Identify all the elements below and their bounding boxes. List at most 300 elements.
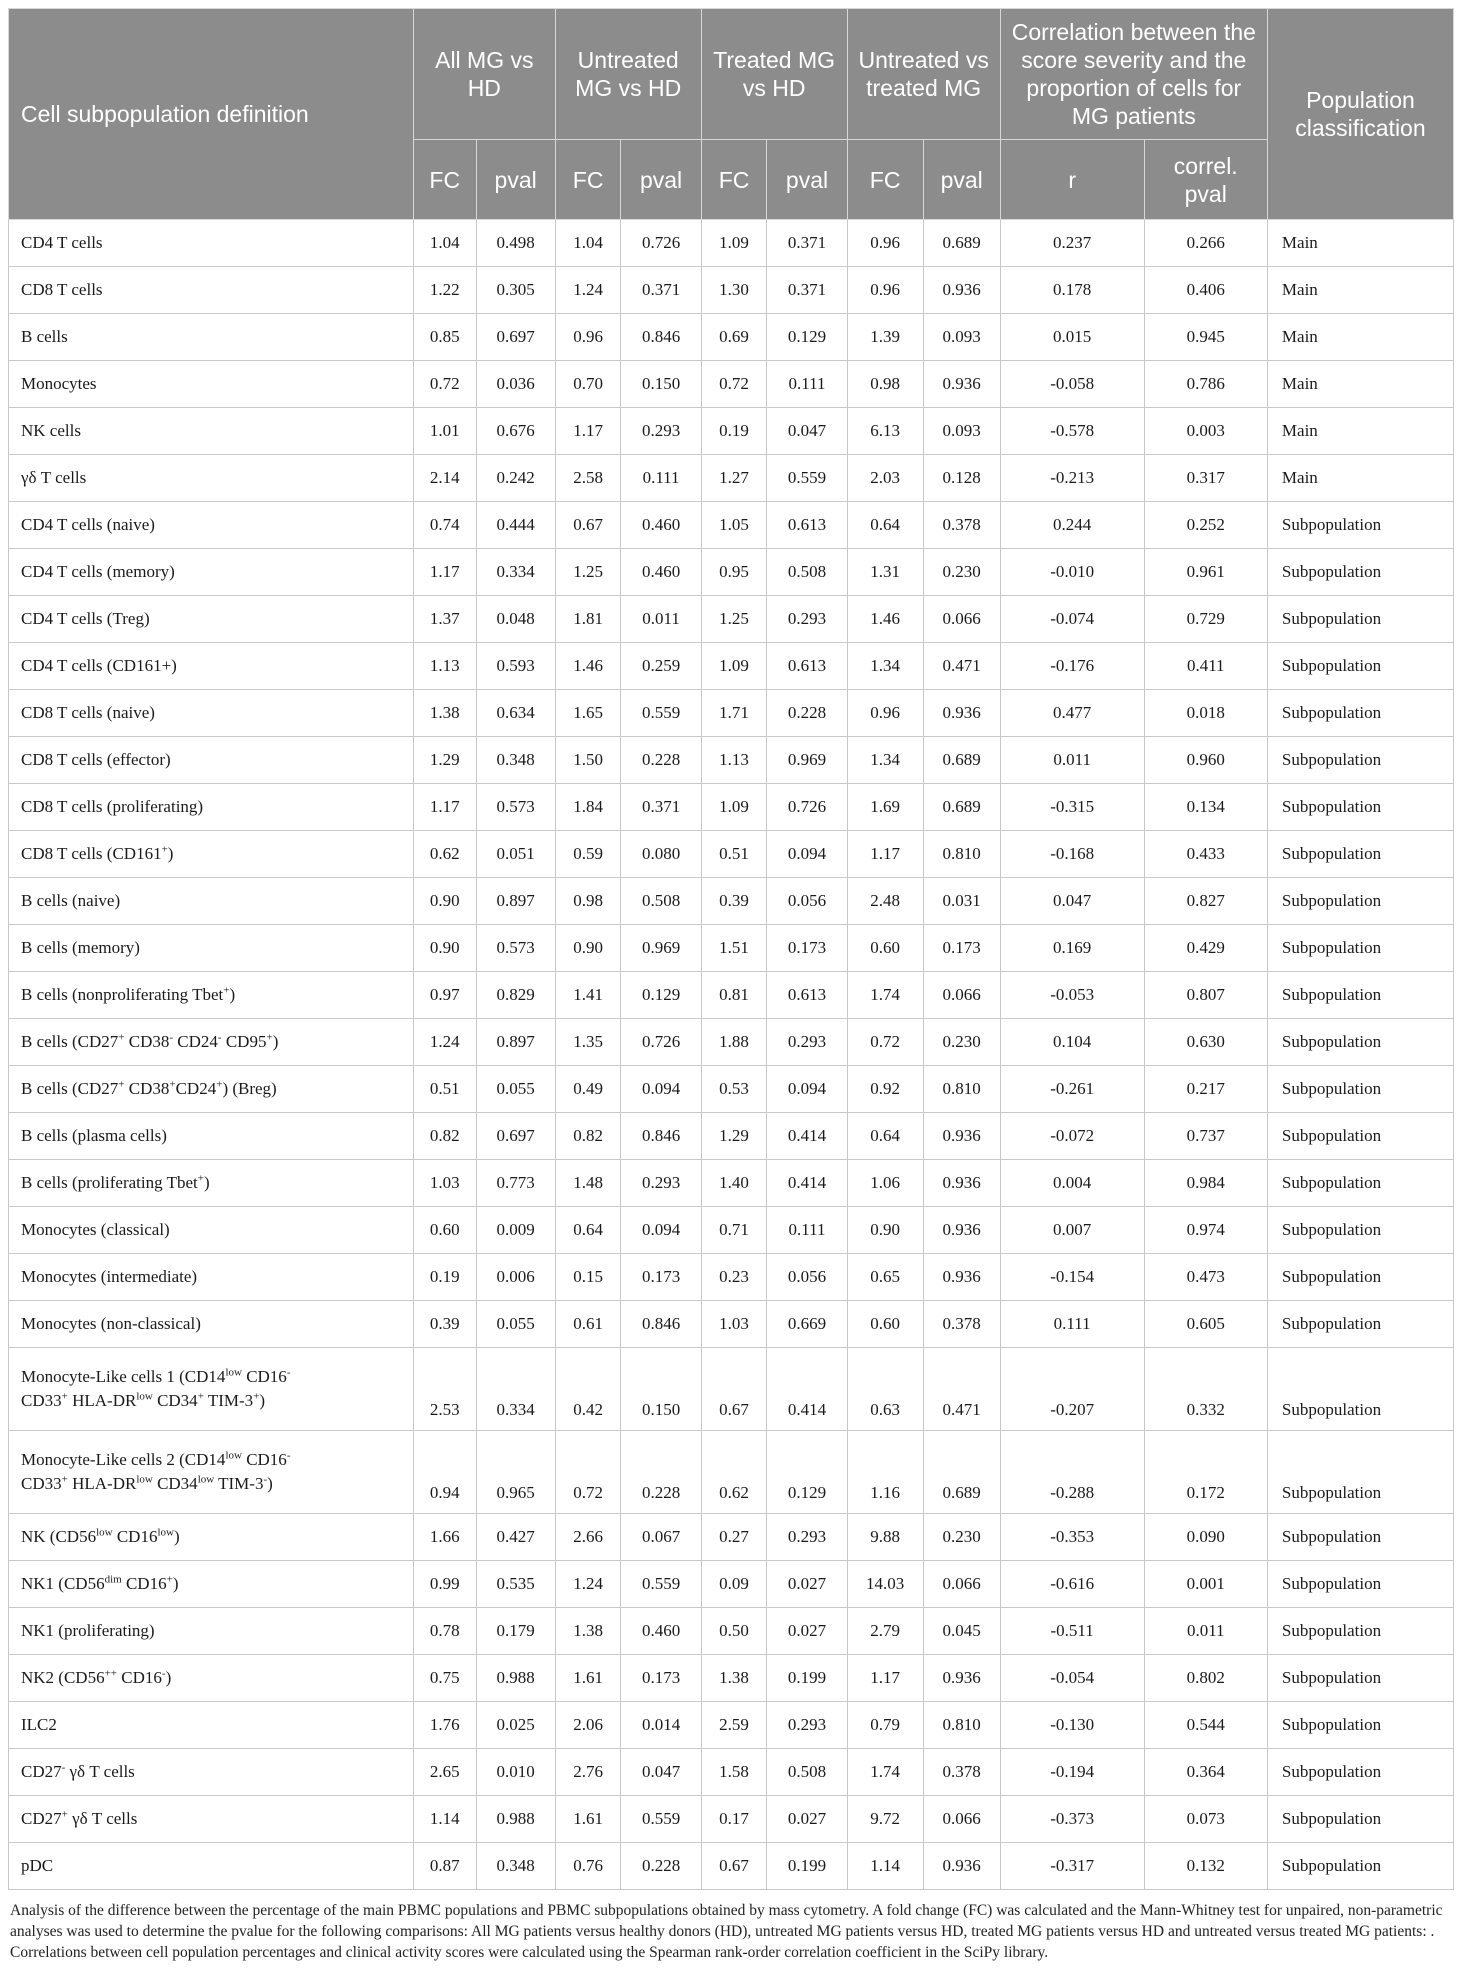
name-superscript: +	[169, 1078, 176, 1091]
header-group-correlation: Correlation between the score severity and the proportion of cells for MG patients	[1000, 9, 1267, 140]
table-row	[9, 267, 1454, 314]
cell-pval: 0.055	[476, 1301, 555, 1348]
name-text: HLA-DR	[67, 1391, 137, 1410]
name-superscript: low	[136, 1390, 153, 1403]
table-row	[9, 831, 1454, 878]
name-text: CD33	[21, 1391, 62, 1410]
cell-classification: Subpopulation	[1267, 1348, 1453, 1431]
cell-r: 0.244	[1000, 502, 1144, 549]
header-cell-classification: Population classification	[1267, 9, 1453, 220]
cell-correl-pval: 0.364	[1144, 1749, 1267, 1796]
cell-fc: 1.65	[555, 690, 621, 737]
name-text: B cells	[21, 327, 68, 346]
name-text: CD4 T cells	[21, 233, 103, 252]
cell-fc: 1.17	[413, 784, 476, 831]
cell-pval: 0.066	[923, 596, 1000, 643]
cell-fc: 1.29	[701, 1113, 767, 1160]
cell-r: -0.074	[1000, 596, 1144, 643]
cell-pval: 0.334	[476, 549, 555, 596]
cell-pval: 0.048	[476, 596, 555, 643]
cell-classification: Subpopulation	[1267, 784, 1453, 831]
name-text: CD38	[124, 1079, 170, 1098]
cell-population-name	[9, 1702, 414, 1749]
cell-pval: 0.111	[767, 1207, 847, 1254]
cell-pval: 0.293	[767, 1514, 847, 1561]
table-body	[9, 220, 1454, 1890]
cell-fc: 1.30	[701, 267, 767, 314]
name-text: )	[173, 1527, 180, 1546]
name-text: CD4 T cells (naive)	[21, 515, 155, 534]
cell-pval: 0.810	[923, 1702, 1000, 1749]
cell-fc: 0.85	[413, 314, 476, 361]
table-container	[8, 8, 1454, 1963]
cell-population-name	[9, 408, 414, 455]
cell-pval: 0.080	[621, 831, 701, 878]
name-superscript: +	[118, 1031, 125, 1044]
cell-correl-pval: 0.630	[1144, 1019, 1267, 1066]
cell-pval: 0.460	[621, 502, 701, 549]
cell-pval: 0.936	[923, 690, 1000, 737]
name-text: CD34	[152, 1391, 198, 1410]
name-text: NK (CD56	[21, 1527, 97, 1546]
cell-correl-pval: 0.802	[1144, 1655, 1267, 1702]
cell-pval: 0.697	[476, 1113, 555, 1160]
cell-pval: 0.129	[767, 1431, 847, 1514]
cell-pval: 0.573	[476, 784, 555, 831]
name-superscript: -	[217, 1031, 222, 1044]
cell-classification: Subpopulation	[1267, 972, 1453, 1019]
cell-pval: 0.689	[923, 1431, 1000, 1514]
cell-pval: 0.965	[476, 1431, 555, 1514]
cell-fc: 1.66	[413, 1514, 476, 1561]
name-superscript: +	[118, 1078, 125, 1091]
cell-pval: 0.230	[923, 1019, 1000, 1066]
name-superscript: +	[266, 1031, 273, 1044]
name-superscript: -	[161, 1667, 166, 1680]
cell-fc: 1.71	[701, 690, 767, 737]
cell-fc: 1.17	[847, 1655, 923, 1702]
cell-fc: 1.35	[555, 1019, 621, 1066]
cell-population-name	[9, 1207, 414, 1254]
table-row	[9, 502, 1454, 549]
cell-fc: 1.37	[413, 596, 476, 643]
cell-correl-pval: 0.003	[1144, 408, 1267, 455]
cell-correl-pval: 0.317	[1144, 455, 1267, 502]
cell-pval: 0.697	[476, 314, 555, 361]
cell-fc: 0.95	[701, 549, 767, 596]
cell-population-name	[9, 1348, 414, 1431]
cell-pval: 0.689	[923, 784, 1000, 831]
cell-fc: 0.72	[701, 361, 767, 408]
cell-correl-pval: 0.807	[1144, 972, 1267, 1019]
table-row	[9, 1431, 1454, 1514]
name-text: ILC2	[21, 1715, 57, 1734]
cell-correl-pval: 0.134	[1144, 784, 1267, 831]
cell-classification: Subpopulation	[1267, 1796, 1453, 1843]
cell-pval: 0.444	[476, 502, 555, 549]
cell-pval: 0.535	[476, 1561, 555, 1608]
cell-classification: Subpopulation	[1267, 1702, 1453, 1749]
name-text: CD24	[173, 1032, 218, 1051]
cell-r: -0.168	[1000, 831, 1144, 878]
cell-pval: 0.334	[476, 1348, 555, 1431]
name-superscript: ++	[104, 1667, 118, 1680]
cell-fc: 1.04	[555, 220, 621, 267]
cell-fc: 1.17	[555, 408, 621, 455]
cell-pval: 0.293	[767, 1702, 847, 1749]
cell-pval: 0.689	[923, 737, 1000, 784]
cell-fc: 1.61	[555, 1655, 621, 1702]
cell-classification: Subpopulation	[1267, 1431, 1453, 1514]
cell-fc: 1.05	[701, 502, 767, 549]
cell-classification: Main	[1267, 455, 1453, 502]
cell-pval: 0.689	[923, 220, 1000, 267]
name-superscript: -	[263, 1473, 268, 1486]
cell-correl-pval: 0.984	[1144, 1160, 1267, 1207]
cell-fc: 0.82	[555, 1113, 621, 1160]
cell-pval: 0.094	[621, 1066, 701, 1113]
cell-pval: 0.726	[621, 1019, 701, 1066]
cell-fc: 0.72	[413, 361, 476, 408]
cell-pval: 0.066	[923, 1561, 1000, 1608]
name-superscript: low	[96, 1526, 113, 1539]
cell-fc: 0.19	[413, 1254, 476, 1301]
table-row	[9, 1113, 1454, 1160]
cell-r: 0.007	[1000, 1207, 1144, 1254]
cell-population-name	[9, 1019, 414, 1066]
cell-population-name	[9, 361, 414, 408]
cell-classification: Subpopulation	[1267, 596, 1453, 643]
cell-fc: 1.13	[701, 737, 767, 784]
cell-fc: 1.48	[555, 1160, 621, 1207]
cell-fc: 0.42	[555, 1348, 621, 1431]
cell-pval: 0.471	[923, 1348, 1000, 1431]
cell-fc: 0.79	[847, 1702, 923, 1749]
cell-r: 0.169	[1000, 925, 1144, 972]
cell-classification: Subpopulation	[1267, 1207, 1453, 1254]
name-text: CD4 T cells (CD161+)	[21, 656, 177, 675]
subheader-fc: FC	[413, 140, 476, 220]
cell-pval: 0.093	[923, 314, 1000, 361]
cell-fc: 1.81	[555, 596, 621, 643]
cell-fc: 1.34	[847, 737, 923, 784]
cell-r: -0.130	[1000, 1702, 1144, 1749]
name-text: )	[172, 1574, 179, 1593]
cell-fc: 0.94	[413, 1431, 476, 1514]
cell-pval: 0.045	[923, 1608, 1000, 1655]
cell-fc: 0.39	[701, 878, 767, 925]
cell-fc: 2.03	[847, 455, 923, 502]
cell-pval: 0.634	[476, 690, 555, 737]
cell-pval: 0.150	[621, 361, 701, 408]
cell-pval: 0.593	[476, 643, 555, 690]
cell-population-name	[9, 690, 414, 737]
table-row	[9, 878, 1454, 925]
cell-fc: 1.24	[555, 1561, 621, 1608]
cell-pval: 0.726	[621, 220, 701, 267]
cell-fc: 0.61	[555, 1301, 621, 1348]
name-text: CD8 T cells	[21, 280, 103, 299]
cell-correl-pval: 0.217	[1144, 1066, 1267, 1113]
name-text: TIM-3	[214, 1474, 264, 1493]
cell-pval: 0.559	[621, 690, 701, 737]
cell-fc: 0.96	[847, 690, 923, 737]
cell-fc: 0.74	[413, 502, 476, 549]
cell-pval: 0.988	[476, 1796, 555, 1843]
cell-fc: 2.79	[847, 1608, 923, 1655]
cell-fc: 0.76	[555, 1843, 621, 1890]
name-text: B cells (CD27	[21, 1079, 119, 1098]
name-text: CD16	[112, 1527, 158, 1546]
cell-fc: 1.03	[701, 1301, 767, 1348]
name-superscript: +	[197, 1390, 204, 1403]
cell-pval: 0.230	[923, 549, 1000, 596]
table-row	[9, 1702, 1454, 1749]
cell-pval: 0.228	[767, 690, 847, 737]
cell-population-name	[9, 1301, 414, 1348]
name-superscript: +	[216, 1078, 223, 1091]
cell-pval: 0.228	[621, 1843, 701, 1890]
cell-fc: 2.48	[847, 878, 923, 925]
cell-fc: 1.38	[555, 1608, 621, 1655]
cell-fc: 1.13	[413, 643, 476, 690]
table-row	[9, 1301, 1454, 1348]
cell-correl-pval: 0.018	[1144, 690, 1267, 737]
cell-fc: 0.64	[555, 1207, 621, 1254]
cell-pval: 0.676	[476, 408, 555, 455]
cell-correl-pval: 0.073	[1144, 1796, 1267, 1843]
name-text: )	[167, 844, 174, 863]
cell-pval: 0.179	[476, 1608, 555, 1655]
name-superscript: -	[286, 1366, 291, 1379]
cell-pval: 0.414	[767, 1113, 847, 1160]
name-text: Monocytes (non-classical)	[21, 1314, 201, 1333]
cell-fc: 0.78	[413, 1608, 476, 1655]
cell-fc: 0.98	[847, 361, 923, 408]
cell-pval: 0.199	[767, 1843, 847, 1890]
name-superscript: low	[225, 1366, 242, 1379]
table-row	[9, 314, 1454, 361]
cell-fc: 1.51	[701, 925, 767, 972]
cell-fc: 1.61	[555, 1796, 621, 1843]
cell-fc: 2.65	[413, 1749, 476, 1796]
cell-classification: Subpopulation	[1267, 690, 1453, 737]
subheader-correl-pval: correl. pval	[1144, 140, 1267, 220]
cell-pval: 0.936	[923, 267, 1000, 314]
cell-fc: 1.84	[555, 784, 621, 831]
cell-pval: 0.293	[621, 1160, 701, 1207]
name-text: CD24	[175, 1079, 217, 1098]
name-text: Monocytes (classical)	[21, 1220, 170, 1239]
cell-fc: 0.96	[555, 314, 621, 361]
cell-fc: 0.60	[413, 1207, 476, 1254]
subheader-r: r	[1000, 140, 1144, 220]
results-table	[8, 8, 1454, 1890]
cell-classification: Subpopulation	[1267, 831, 1453, 878]
cell-fc: 1.46	[555, 643, 621, 690]
name-text: CD8 T cells (naive)	[21, 703, 155, 722]
cell-population-name	[9, 455, 414, 502]
name-text: )	[259, 1391, 266, 1410]
table-row	[9, 1608, 1454, 1655]
cell-pval: 0.242	[476, 455, 555, 502]
cell-fc: 0.65	[847, 1254, 923, 1301]
cell-pval: 0.498	[476, 220, 555, 267]
cell-fc: 2.14	[413, 455, 476, 502]
cell-pval: 0.726	[767, 784, 847, 831]
cell-correl-pval: 0.011	[1144, 1608, 1267, 1655]
cell-pval: 0.371	[621, 267, 701, 314]
cell-pval: 0.559	[621, 1561, 701, 1608]
name-text: )	[165, 1668, 172, 1687]
table-row	[9, 1655, 1454, 1702]
cell-pval: 0.378	[923, 1749, 1000, 1796]
cell-r: -0.373	[1000, 1796, 1144, 1843]
cell-pval: 0.173	[621, 1254, 701, 1301]
cell-r: -0.176	[1000, 643, 1144, 690]
cell-pval: 0.460	[621, 549, 701, 596]
cell-pval: 0.936	[923, 1655, 1000, 1702]
cell-fc: 1.04	[413, 220, 476, 267]
cell-pval: 0.829	[476, 972, 555, 1019]
cell-pval: 0.006	[476, 1254, 555, 1301]
cell-pval: 0.129	[767, 314, 847, 361]
cell-fc: 0.67	[555, 502, 621, 549]
name-text: B cells (nonproliferating Tbet	[21, 985, 224, 1004]
cell-classification: Subpopulation	[1267, 549, 1453, 596]
cell-pval: 0.508	[767, 549, 847, 596]
cell-fc: 0.64	[847, 1113, 923, 1160]
cell-r: -0.154	[1000, 1254, 1144, 1301]
cell-fc: 1.74	[847, 1749, 923, 1796]
cell-correl-pval: 0.411	[1144, 643, 1267, 690]
cell-pval: 0.846	[621, 1113, 701, 1160]
name-text: CD8 T cells (proliferating)	[21, 797, 204, 816]
cell-fc: 0.96	[847, 267, 923, 314]
cell-fc: 1.17	[413, 549, 476, 596]
cell-pval: 0.414	[767, 1160, 847, 1207]
cell-fc: 1.03	[413, 1160, 476, 1207]
cell-fc: 1.39	[847, 314, 923, 361]
cell-classification: Subpopulation	[1267, 1749, 1453, 1796]
cell-population-name	[9, 1514, 414, 1561]
cell-fc: 0.67	[701, 1348, 767, 1431]
cell-population-name	[9, 784, 414, 831]
cell-r: -0.053	[1000, 972, 1144, 1019]
cell-fc: 9.72	[847, 1796, 923, 1843]
cell-fc: 1.46	[847, 596, 923, 643]
cell-population-name	[9, 1254, 414, 1301]
cell-correl-pval: 0.429	[1144, 925, 1267, 972]
cell-pval: 0.897	[476, 878, 555, 925]
cell-fc: 0.97	[413, 972, 476, 1019]
name-text: B cells (plasma cells)	[21, 1126, 167, 1145]
cell-fc: 2.66	[555, 1514, 621, 1561]
cell-pval: 0.810	[923, 831, 1000, 878]
cell-population-name	[9, 1655, 414, 1702]
cell-r: -0.317	[1000, 1843, 1144, 1890]
cell-pval: 0.129	[621, 972, 701, 1019]
cell-classification: Subpopulation	[1267, 1843, 1453, 1890]
cell-fc: 0.27	[701, 1514, 767, 1561]
cell-r: 0.111	[1000, 1301, 1144, 1348]
cell-fc: 0.53	[701, 1066, 767, 1113]
cell-fc: 1.01	[413, 408, 476, 455]
name-superscript: +	[197, 1172, 204, 1185]
cell-fc: 1.38	[701, 1655, 767, 1702]
cell-pval: 0.969	[767, 737, 847, 784]
name-text: B cells (naive)	[21, 891, 121, 910]
name-text: NK1 (CD56	[21, 1574, 105, 1593]
cell-classification: Main	[1267, 267, 1453, 314]
cell-population-name	[9, 1608, 414, 1655]
cell-pval: 0.559	[621, 1796, 701, 1843]
table-row	[9, 690, 1454, 737]
cell-fc: 1.24	[413, 1019, 476, 1066]
name-superscript: +	[61, 1390, 68, 1403]
cell-pval: 0.228	[621, 1431, 701, 1514]
cell-pval: 0.093	[923, 408, 1000, 455]
cell-correl-pval: 0.001	[1144, 1561, 1267, 1608]
cell-fc: 1.34	[847, 643, 923, 690]
cell-r: -0.207	[1000, 1348, 1144, 1431]
cell-pval: 0.810	[923, 1066, 1000, 1113]
cell-fc: 0.90	[413, 925, 476, 972]
cell-correl-pval: 0.737	[1144, 1113, 1267, 1160]
cell-r: 0.011	[1000, 737, 1144, 784]
cell-fc: 1.17	[847, 831, 923, 878]
name-text: CD27	[21, 1762, 62, 1781]
cell-population-name	[9, 549, 414, 596]
name-text: B cells (memory)	[21, 938, 140, 957]
cell-population-name	[9, 1160, 414, 1207]
cell-classification: Subpopulation	[1267, 1655, 1453, 1702]
cell-population-name	[9, 925, 414, 972]
table-row	[9, 1207, 1454, 1254]
subheader-pval: pval	[476, 140, 555, 220]
cell-fc: 0.39	[413, 1301, 476, 1348]
table-row	[9, 1160, 1454, 1207]
name-text: CD38	[124, 1032, 170, 1051]
name-superscript: +	[223, 984, 230, 997]
cell-pval: 0.371	[767, 220, 847, 267]
name-superscript: -	[286, 1449, 291, 1462]
cell-correl-pval: 0.332	[1144, 1348, 1267, 1431]
cell-classification: Subpopulation	[1267, 1254, 1453, 1301]
cell-pval: 0.047	[767, 408, 847, 455]
cell-pval: 0.051	[476, 831, 555, 878]
name-text: γδ T cells	[21, 468, 87, 487]
cell-correl-pval: 0.172	[1144, 1431, 1267, 1514]
name-superscript: -	[169, 1031, 174, 1044]
cell-fc: 0.51	[413, 1066, 476, 1113]
table-row	[9, 643, 1454, 690]
cell-fc: 2.06	[555, 1702, 621, 1749]
cell-fc: 1.27	[701, 455, 767, 502]
cell-pval: 0.036	[476, 361, 555, 408]
cell-classification: Subpopulation	[1267, 1301, 1453, 1348]
cell-correl-pval: 0.605	[1144, 1301, 1267, 1348]
cell-population-name	[9, 1431, 414, 1514]
cell-r: -0.058	[1000, 361, 1144, 408]
cell-fc: 0.69	[701, 314, 767, 361]
cell-classification: Subpopulation	[1267, 878, 1453, 925]
table-row	[9, 925, 1454, 972]
cell-pval: 0.111	[621, 455, 701, 502]
table-row	[9, 1254, 1454, 1301]
cell-population-name	[9, 1796, 414, 1843]
cell-pval: 0.025	[476, 1702, 555, 1749]
